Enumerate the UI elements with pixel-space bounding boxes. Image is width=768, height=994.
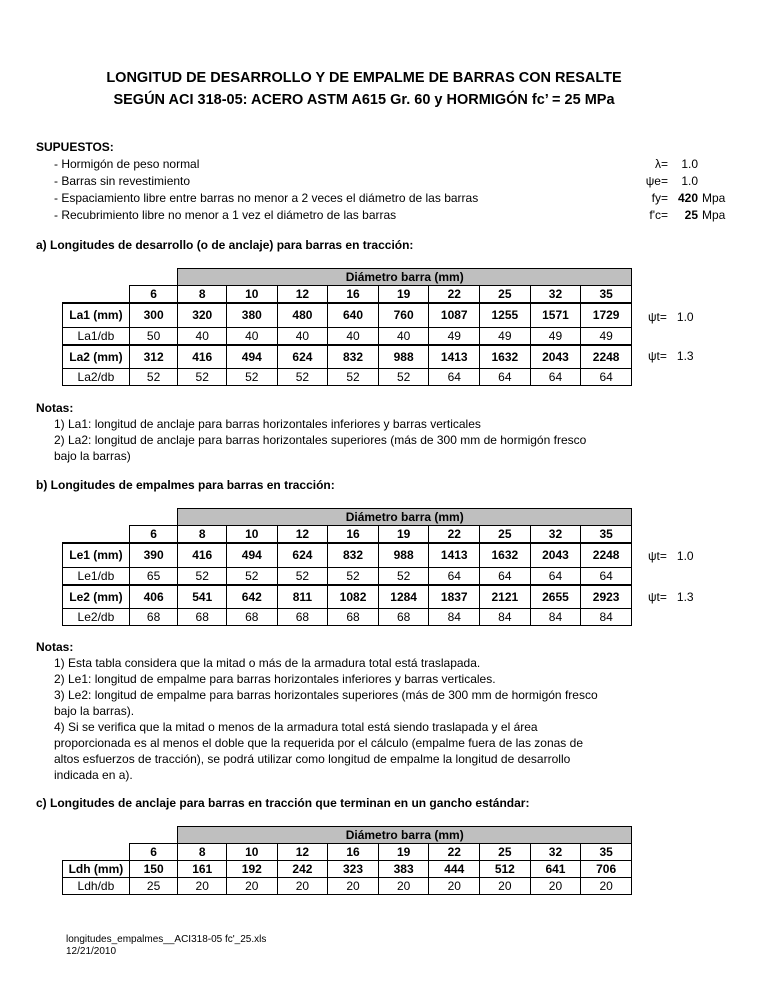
section-a-heading: a) Longitudes de desarrollo (o de anclaje) para barras en tracción: [36,238,414,252]
value-cell: 1255 [480,303,531,327]
value-cell: 64 [429,369,480,386]
value-cell: 49 [581,327,632,345]
diameter-cell: 32 [530,844,581,861]
diameter-cell: 32 [530,526,581,544]
value-cell: 1413 [429,345,480,369]
section-b-table [62,508,632,626]
psi-value: 1.0 [676,549,694,563]
value-cell: 323 [328,861,379,878]
value-cell: 52 [227,369,278,386]
notes-heading: Notas: [36,640,74,654]
diameter-cell: 22 [429,526,480,544]
note-item: bajo la barras). [54,704,135,718]
value-cell: 1729 [581,303,632,327]
diameter-cell: 6 [129,526,178,544]
value-cell: 624 [277,543,328,567]
value-cell: 40 [178,327,227,345]
value-cell: 242 [277,861,328,878]
diameter-cell: 10 [227,286,278,304]
value-cell: 2923 [581,585,632,609]
value-cell: 49 [530,327,581,345]
table-row [63,303,632,327]
value-cell: 416 [178,543,227,567]
diameter-row [63,286,632,304]
value-cell: 494 [227,345,278,369]
diameter-cell: 35 [581,526,632,544]
diameter-cell: 19 [378,844,429,861]
value-cell: 2655 [530,585,581,609]
psi-t-row1 [648,310,694,324]
psi-label: ψt= [648,349,667,363]
table-row [63,585,632,609]
diameter-cell: 32 [530,286,581,304]
psi-label: ψt= [648,310,667,324]
value-cell: 68 [277,609,328,626]
value-cell: 2121 [480,585,531,609]
value-cell: 1837 [429,585,480,609]
value-cell: 84 [429,609,480,626]
row-label: Le2 (mm) [63,585,130,609]
table-row [63,609,632,626]
row-label: Le1 (mm) [63,543,130,567]
value-cell: 390 [129,543,178,567]
value-cell: 64 [581,369,632,386]
value-cell: 406 [129,585,178,609]
value-cell: 52 [328,369,379,386]
table-row [63,567,632,585]
diameter-cell: 10 [227,844,278,861]
diameter-cell: 25 [480,526,531,544]
value-cell: 52 [378,567,429,585]
psi-value: 1.3 [676,349,694,363]
value-cell: 52 [227,567,278,585]
section-b-heading: b) Longitudes de empalmes para barras en tracción: [36,478,335,492]
footer [66,934,266,958]
diameter-cell: 25 [480,844,531,861]
note-item: 2) Le1: longitud de empalme para barras horizontales inferiores y barras verticales. [54,672,496,686]
notes-heading: Notas: [36,401,74,415]
page-title-line2: SEGÚN ACI 318-05: ACERO ASTM A615 Gr. 60 y HORMIGÓN fc’ = 25 MPa [113,92,615,108]
value-cell: 68 [328,609,379,626]
note-item: indicada en a). [54,768,133,782]
value-cell: 64 [480,369,531,386]
note-item: 4) Si se verifica que la mitad o menos de la armadura total está siendo traslapada y el área [54,720,538,734]
value-cell: 444 [429,861,480,878]
assumption-item: - Barras sin revestimiento [54,174,191,188]
table-row [63,345,632,369]
value-cell: 49 [429,327,480,345]
assumption-params [600,156,740,224]
value-cell: 84 [480,609,531,626]
param-unit: Mpa [702,208,726,222]
table-header: Diámetro barra (mm) [178,269,632,286]
value-cell: 65 [129,567,178,585]
diameter-cell: 22 [429,844,480,861]
row-label: Le1/db [63,567,130,585]
page-title-line1: LONGITUD DE DESARROLLO Y DE EMPALME DE BARRAS CON RESALTE [106,70,622,86]
value-cell: 383 [378,861,429,878]
value-cell: 68 [378,609,429,626]
param-value: 1.0 [681,157,698,171]
diameter-cell: 19 [378,286,429,304]
diameter-cell: 8 [178,844,227,861]
row-label: La2 (mm) [63,345,130,369]
value-cell: 64 [429,567,480,585]
value-cell: 20 [178,878,227,895]
value-cell: 64 [530,369,581,386]
diameter-cell: 10 [227,526,278,544]
section-a-notes [36,400,636,464]
value-cell: 68 [129,609,178,626]
value-cell: 40 [277,327,328,345]
value-cell: 416 [178,345,227,369]
value-cell: 150 [129,861,178,878]
value-cell: 52 [277,369,328,386]
footer-filename: longitudes_empalmes__ACI318-05 fc'_25.xls [66,934,267,945]
value-cell: 988 [378,345,429,369]
footer-date: 12/21/2010 [66,946,117,957]
value-cell: 192 [227,861,278,878]
param-unit: Mpa [702,191,726,205]
value-cell: 2043 [530,543,581,567]
note-item: proporcionada es al menos el doble que la requerida por el cálculo (empalme fuera de las zonas de [54,736,583,750]
note-item: 2) La2: longitud de anclaje para barras horizontales superiores (más de 300 mm de hormigón fresco [54,433,587,447]
param-label: f'c= [649,208,668,222]
psi-t-row1 [648,549,694,563]
diameter-cell: 6 [129,844,178,861]
value-cell: 312 [129,345,178,369]
row-label: La2/db [63,369,130,386]
diameter-cell: 12 [277,844,328,861]
table-row [63,861,632,878]
section-a-table [62,268,632,386]
value-cell: 512 [480,861,531,878]
param-label: ψe= [645,174,668,188]
row-label: La1 (mm) [63,303,130,327]
assumption-item: - Recubrimiento libre no menor a 1 vez el diámetro de las barras [54,208,397,222]
value-cell: 20 [429,878,480,895]
value-cell: 52 [378,369,429,386]
diameter-cell: 22 [429,286,480,304]
diameter-cell: 12 [277,526,328,544]
value-cell: 2043 [530,345,581,369]
assumption-item: - Hormigón de peso normal [54,157,200,171]
param-value: 25 [684,208,698,222]
note-item: altos esfuerzos de tracción), se podrá utilizar como longitud de empalme la longitud de desarrollo [54,752,571,766]
psi-label: ψt= [648,549,667,563]
value-cell: 64 [581,567,632,585]
diameter-cell: 8 [178,526,227,544]
value-cell: 832 [328,345,379,369]
value-cell: 320 [178,303,227,327]
value-cell: 494 [227,543,278,567]
diameter-cell: 16 [328,526,379,544]
assumptions-heading: SUPUESTOS: [36,140,114,154]
value-cell: 68 [178,609,227,626]
assumptions-list [54,156,478,224]
value-cell: 25 [129,878,178,895]
param-label: λ= [654,157,668,171]
value-cell: 380 [227,303,278,327]
value-cell: 84 [581,609,632,626]
psi-value: 1.3 [676,590,694,604]
section-c-heading: c) Longitudes de anclaje para barras en tracción que terminan en un gancho estándar: [36,796,530,810]
psi-label: ψt= [648,590,667,604]
value-cell: 40 [378,327,429,345]
value-cell: 68 [227,609,278,626]
table-row [63,369,632,386]
note-item: bajo la barras) [54,449,131,463]
value-cell: 64 [480,567,531,585]
value-cell: 1284 [378,585,429,609]
value-cell: 52 [178,567,227,585]
value-cell: 541 [178,585,227,609]
value-cell: 20 [277,878,328,895]
section-b-notes [36,639,630,783]
table-header: Diámetro barra (mm) [178,827,632,844]
note-item: 3) Le2: longitud de empalme para barras horizontales superiores (más de 300 mm de hormigón fresco [54,688,598,702]
value-cell: 624 [277,345,328,369]
value-cell: 20 [227,878,278,895]
table-header: Diámetro barra (mm) [178,509,632,526]
value-cell: 84 [530,609,581,626]
diameter-cell: 25 [480,286,531,304]
param-value: 1.0 [681,174,698,188]
diameter-row [63,844,632,861]
value-cell: 640 [328,303,379,327]
value-cell: 52 [129,369,178,386]
diameter-cell: 6 [129,286,178,304]
value-cell: 1413 [429,543,480,567]
diameter-cell: 35 [581,286,632,304]
value-cell: 988 [378,543,429,567]
row-label: Ldh/db [63,878,130,895]
value-cell: 52 [178,369,227,386]
diameter-cell: 12 [277,286,328,304]
psi-t-row2 [648,349,694,363]
value-cell: 706 [581,861,632,878]
value-cell: 50 [129,327,178,345]
value-cell: 20 [530,878,581,895]
value-cell: 52 [277,567,328,585]
note-item: 1) La1: longitud de anclaje para barras horizontales inferiores y barras verticales [54,417,481,431]
value-cell: 2248 [581,345,632,369]
diameter-row [63,526,632,544]
diameter-cell: 8 [178,286,227,304]
table-row [63,543,632,567]
value-cell: 40 [328,327,379,345]
diameter-cell: 16 [328,286,379,304]
value-cell: 642 [227,585,278,609]
value-cell: 52 [328,567,379,585]
row-label: La1/db [63,327,130,345]
table-row [63,327,632,345]
value-cell: 300 [129,303,178,327]
section-c-table [62,826,632,895]
row-label: Le2/db [63,609,130,626]
value-cell: 40 [227,327,278,345]
value-cell: 832 [328,543,379,567]
value-cell: 1632 [480,345,531,369]
param-value: 420 [677,191,698,205]
value-cell: 760 [378,303,429,327]
value-cell: 641 [530,861,581,878]
diameter-cell: 16 [328,844,379,861]
value-cell: 1087 [429,303,480,327]
value-cell: 20 [480,878,531,895]
value-cell: 480 [277,303,328,327]
value-cell: 811 [277,585,328,609]
value-cell: 1571 [530,303,581,327]
psi-value: 1.0 [676,310,694,324]
assumption-item: - Espaciamiento libre entre barras no menor a 2 veces el diámetro de las barras [54,191,479,205]
note-item: 1) Esta tabla considera que la mitad o más de la armadura total está traslapada. [54,656,481,670]
value-cell: 1082 [328,585,379,609]
row-label: Ldh (mm) [63,861,130,878]
param-label: fy= [651,191,668,205]
value-cell: 1632 [480,543,531,567]
value-cell: 49 [480,327,531,345]
diameter-cell: 19 [378,526,429,544]
value-cell: 20 [378,878,429,895]
psi-t-row2 [648,590,694,604]
value-cell: 161 [178,861,227,878]
value-cell: 20 [328,878,379,895]
value-cell: 2248 [581,543,632,567]
value-cell: 64 [530,567,581,585]
value-cell: 20 [581,878,632,895]
table-row [63,878,632,895]
diameter-cell: 35 [581,844,632,861]
